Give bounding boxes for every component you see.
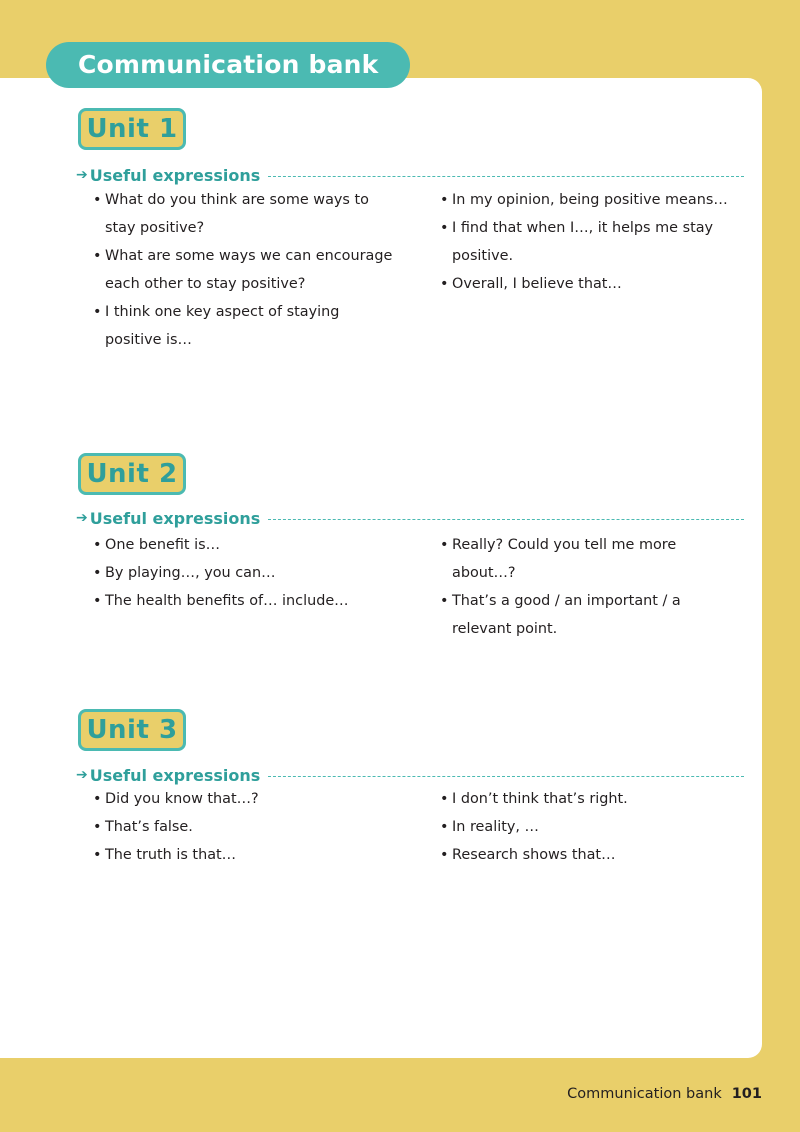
unit-1-left-list xyxy=(93,186,399,354)
arrow-icon: ➔ xyxy=(76,167,88,183)
useful-expressions-heading: Useful expressions xyxy=(89,508,261,528)
list-item: • That’s a good / an important / a relevant point. xyxy=(440,587,740,643)
list-item: • In reality, … xyxy=(440,813,740,841)
list-item: • Really? Could you tell me more about…? xyxy=(440,531,740,587)
list-item: • The health benefits of… include… xyxy=(93,587,399,615)
list-item: • Overall, I believe that… xyxy=(440,270,740,298)
dashed-divider xyxy=(268,176,744,177)
page-title: Communication bank xyxy=(46,42,410,88)
arrow-icon: ➔ xyxy=(76,510,88,526)
list-item: • I don’t think that’s right. xyxy=(440,785,740,813)
unit-1-right-list xyxy=(440,186,740,298)
useful-expressions-heading: Useful expressions xyxy=(89,765,261,785)
page-footer xyxy=(567,1083,762,1105)
list-item: • What are some ways we can encourage each other to stay positive? xyxy=(93,242,399,298)
unit-3-badge: Unit 3 xyxy=(78,709,186,751)
list-item: • In my opinion, being positive means… xyxy=(440,186,740,214)
unit-2-right-list xyxy=(440,531,740,643)
list-item: • I think one key aspect of staying positive is… xyxy=(93,298,399,354)
list-item: • The truth is that… xyxy=(93,841,399,869)
dashed-divider xyxy=(268,776,744,777)
arrow-icon: ➔ xyxy=(76,767,88,783)
unit-1-useful-expressions xyxy=(76,164,744,186)
footer-label: Communication bank xyxy=(567,1086,722,1102)
list-item: • Research shows that… xyxy=(440,841,740,869)
dashed-divider xyxy=(268,519,744,520)
list-item: • What do you think are some ways to stay positive? xyxy=(93,186,399,242)
list-item: • Did you know that…? xyxy=(93,785,399,813)
unit-2-badge: Unit 2 xyxy=(78,453,186,495)
page-number: 101 xyxy=(731,1086,762,1102)
list-item: • One benefit is… xyxy=(93,531,399,559)
list-item: • By playing…, you can… xyxy=(93,559,399,587)
unit-3-right-list xyxy=(440,785,740,869)
unit-3-useful-expressions xyxy=(76,764,744,786)
unit-2-useful-expressions xyxy=(76,507,744,529)
useful-expressions-heading: Useful expressions xyxy=(89,165,261,185)
unit-2-left-list xyxy=(93,531,399,615)
unit-1-badge: Unit 1 xyxy=(78,108,186,150)
unit-3-left-list xyxy=(93,785,399,869)
list-item: • I find that when I…, it helps me stay positive. xyxy=(440,214,740,270)
list-item: • That’s false. xyxy=(93,813,399,841)
